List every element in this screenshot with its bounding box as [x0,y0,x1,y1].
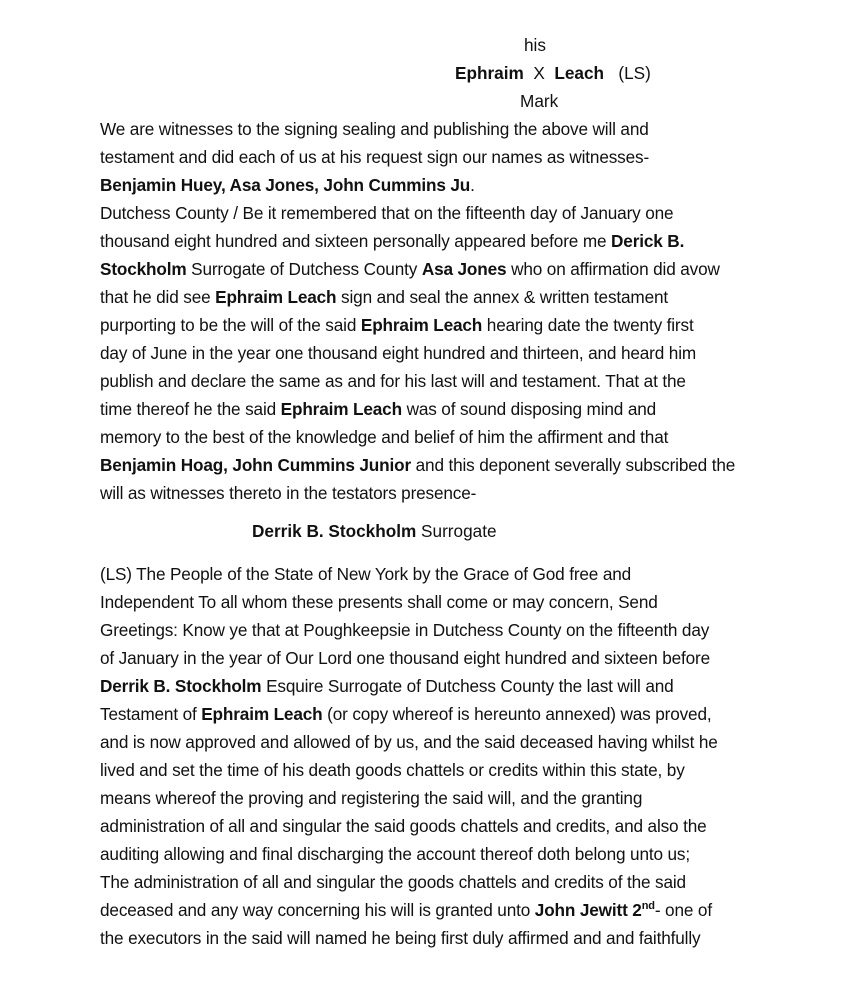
mark-ls: (LS) [618,63,651,83]
letters-line-1: (LS) The People of the State of New York by the Grace of God free and [100,564,632,584]
affidavit-line-6: day of June in the year one thousand eight hundred and thirteen, and heard him [100,343,697,363]
affidavit-line-10: Benjamin Hoag, John Cummins Junior and this deponent severally subscribed the [100,455,736,475]
letters-line-4: of January in the year of Our Lord one thousand eight hundred and sixteen before [100,648,711,668]
affidavit-line-3: Stockholm Surrogate of Dutchess County Asa Jones who on affirmation did avow [100,259,720,279]
affidavit-line-9: memory to the best of the knowledge and belief of him the affirment and that [100,427,669,447]
surrogate-name: Derrik B. Stockholm [252,521,417,541]
affidavit-line-5: purporting to be the will of the said Ephraim Leach hearing date the twenty first [100,315,694,335]
letters-line-14: the executors in the said will named he being first duly affirmed and and faithfully [100,928,701,948]
letters-line-6: Testament of Ephraim Leach (or copy whereof is hereunto annexed) was proved, [100,704,712,724]
affidavit-line-8: time thereof he the said Ephraim Leach was of sound disposing mind and [100,399,657,419]
letters-line-3: Greetings: Know ye that at Poughkeepsie in Dutchess County on the fifteenth day [100,620,710,640]
witness-names: Benjamin Huey, Asa Jones, John Cummins Ju [100,175,471,195]
mark-signature-line [455,59,651,87]
letters-line-12: The administration of all and singular the goods chattels and credits of the said [100,872,686,892]
witness-line-2: testament and did each of us at his request sign our names as witnesses- [100,147,650,167]
letters-line-2: Independent To all whom these presents shall come or may concern, Send [100,592,658,612]
affidavit-line-11: will as witnesses thereto in the testators presence- [100,483,477,503]
affidavit-line-4: that he did see Ephraim Leach sign and seal the annex & written testament [100,287,669,307]
letters-line-7: and is now approved and allowed of by us, and the said deceased having whilst he [100,732,718,752]
surrogate-title: Surrogate [416,521,497,541]
witness-line-3: Benjamin Huey, Asa Jones, John Cummins Ju. [100,175,475,195]
letters-line-13: deceased and any way concerning his will is granted unto John Jewitt 2nd- one of [100,900,712,920]
mark-last-name: Leach [554,63,605,83]
letters-line-5: Derrik B. Stockholm Esquire Surrogate of Dutchess County the last will and [100,676,674,696]
affidavit-line-1: Dutchess County / Be it remembered that on the fifteenth day of January one [100,203,674,223]
mark-first-name: Ephraim [455,63,524,83]
witness-line-1: We are witnesses to the signing sealing and publishing the above will and [100,119,649,139]
letters-line-8: lived and set the time of his death goods chattels or credits within this state, by [100,760,685,780]
affidavit-line-7: publish and declare the same as and for his last will and testament. That at the [100,371,686,391]
letters-line-10: administration of all and singular the said goods chattels and credits, and also the [100,816,707,836]
mark-x: X [533,63,545,83]
affidavit-line-2: thousand eight hundred and sixteen personally appeared before me Derick B. [100,231,685,251]
mark-word: Mark [520,91,559,111]
mark-his: his [524,35,546,55]
letters-line-11: auditing allowing and final discharging the account thereof doth belong unto us; [100,844,690,864]
letters-line-9: means whereof the proving and registering the said will, and the granting [100,788,643,808]
surrogate-signature [252,517,497,545]
